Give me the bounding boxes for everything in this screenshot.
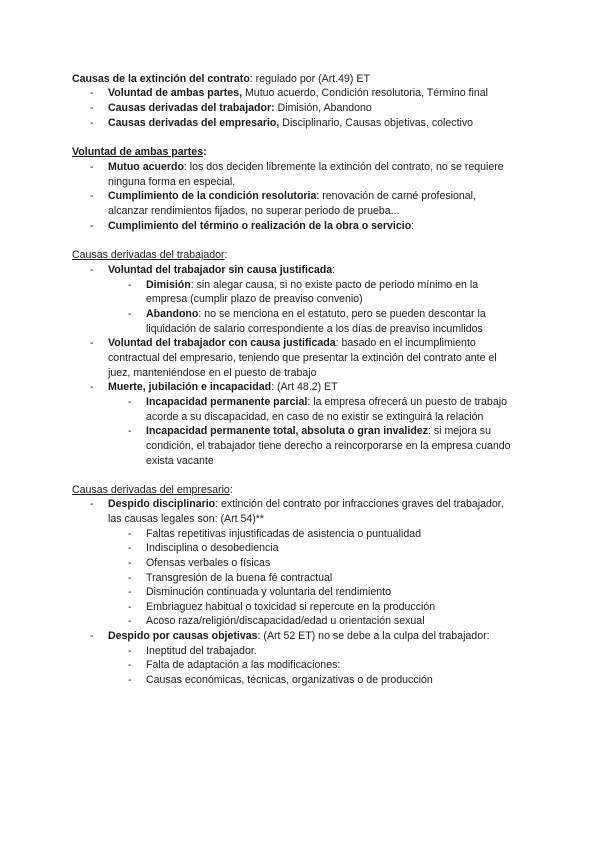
bullet-dash: - — [128, 308, 132, 320]
trabajador-sin-causa: Voluntad del trabajador sin causa justificada: — [108, 264, 336, 276]
trabajador-incapacidad-parcial: Incapacidad permanente parcial: la empresa ofrecerá un puesto de trabajo — [146, 396, 507, 408]
bullet-dash: - — [128, 528, 132, 540]
empresario-disciplinario-cont: las causas legales son: (Art 54)** — [108, 513, 265, 525]
bullet-dash: - — [128, 645, 132, 657]
bullet-dash: - — [90, 381, 94, 393]
falta-item: Ofensas verbales o físicas — [146, 557, 271, 569]
section-heading-ambas: Voluntad de ambas partes: — [72, 146, 207, 158]
bullet-dash: - — [128, 572, 132, 584]
ambas-item-termino: Cumplimiento del término o realización de la obra o servicio: — [108, 220, 415, 232]
bullet-dash: - — [128, 674, 132, 686]
bullet-dash: - — [90, 630, 94, 642]
bullet-dash: - — [128, 279, 132, 291]
trabajador-con-causa: Voluntad del trabajador con causa justificada: basado en el incumplimiento — [108, 337, 476, 349]
bullet-dash: - — [90, 498, 94, 510]
falta-item: Faltas repetitivas injustificadas de asistencia o puntualidad — [146, 528, 422, 540]
trabajador-incapacidad-total-cont: condición, el trabajador tiene derecho a reincorporarse en la empresa cuando — [146, 440, 511, 452]
bullet-dash: - — [90, 337, 94, 349]
bullet-dash: - — [128, 542, 132, 554]
trabajador-abandono: Abandono: no se menciona en el estatuto, pero se pueden descontar la — [146, 308, 486, 320]
bullet-dash: - — [90, 264, 94, 276]
bullet-dash: - — [128, 615, 132, 627]
ambas-item-mutuo-cont: ninguna forma en especial, — [108, 176, 236, 188]
intro-item: Causas derivadas del trabajador: Dimisión, Abandono — [108, 102, 372, 114]
bullet-dash: - — [128, 425, 132, 437]
trabajador-con-causa-cont: contractual del empresario, teniendo que presentar la extinción del contrato ante el — [108, 352, 497, 364]
bullet-dash: - — [128, 586, 132, 598]
bullet-dash: - — [90, 190, 94, 202]
bullet-dash: - — [128, 557, 132, 569]
falta-item: Embriaguez habitual o toxicidad si repercute en la producción — [146, 601, 436, 613]
bullet-dash: - — [90, 87, 94, 99]
falta-item: Acoso raza/religión/discapacidad/edad u orientación sexual — [146, 615, 425, 627]
trabajador-muerte: Muerte, jubilación e incapacidad: (Art 48.2) ET — [108, 381, 338, 393]
trabajador-incapacidad-total: Incapacidad permanente total, absoluta o gran invalidez: si mejora su — [146, 425, 491, 437]
intro-item: Causas derivadas del empresario, Disciplinario, Causas objetivas, colectivo — [108, 117, 474, 129]
falta-item: Transgresión de la buena fé contractual — [146, 572, 333, 584]
empresario-objetivas: Despido por causas objetivas: (Art 52 ET) no se debe a la culpa del trabajador: — [108, 630, 490, 642]
intro-heading: Causas de la extinción del contrato: regulado por (Art.49) ET — [72, 73, 370, 85]
ambas-item-mutuo: Mutuo acuerdo: los dos deciden libremente la extinción del contrato, no se requiere — [108, 161, 504, 173]
trabajador-incapacidad-parcial-cont: acorde a su discapacidad, en caso de no existir se extinguirá la relación — [146, 411, 484, 423]
bullet-dash: - — [128, 396, 132, 408]
trabajador-incapacidad-total-cont: exista vacante — [146, 455, 214, 467]
falta-item: Indisciplina o desobediencia — [146, 542, 279, 554]
bullet-dash: - — [90, 161, 94, 173]
ambas-item-condicion-cont: alcanzar rendimientos fijados, no superar periodo de prueba... — [108, 205, 400, 217]
trabajador-dimision: Dimisión: sin alegar causa, si no existe pacto de periodo mínimo en la — [146, 279, 479, 291]
empresario-disciplinario: Despido disciplinario: extinción del contrato por infracciones graves del trabajador, — [108, 498, 504, 510]
trabajador-con-causa-cont: juez, manteniéndose en el puesto de trabajo — [108, 367, 317, 379]
bullet-dash: - — [90, 117, 94, 129]
falta-item: Disminución continuada y voluntaria del rendimiento — [146, 586, 391, 598]
ambas-item-condicion: Cumplimiento de la condición resolutoria: renovación de carné profesional, — [108, 190, 476, 202]
intro-item: Voluntad de ambas partes, Mutuo acuerdo, Condición resolutoria, Término final — [108, 87, 488, 99]
bullet-dash: - — [128, 601, 132, 613]
causa-objetiva-item: Ineptitud del trabajador. — [146, 645, 257, 657]
trabajador-abandono-cont: liquidación de salario correspondiente a los días de preaviso incumlidos — [146, 323, 483, 335]
bullet-dash: - — [90, 102, 94, 114]
bullet-dash: - — [90, 220, 94, 232]
causa-objetiva-item: Falta de adaptación a las modificaciones: — [146, 659, 341, 671]
trabajador-dimision-cont: empresa (cumplir plazo de preaviso convenio) — [146, 293, 363, 305]
section-heading-empresario: Causas derivadas del empresario: — [72, 484, 233, 496]
bullet-dash: - — [128, 659, 132, 671]
causa-objetiva-item: Causas económicas, técnicas, organizativas o de producción — [146, 674, 433, 686]
section-heading-trabajador: Causas derivadas del trabajador: — [72, 249, 228, 261]
